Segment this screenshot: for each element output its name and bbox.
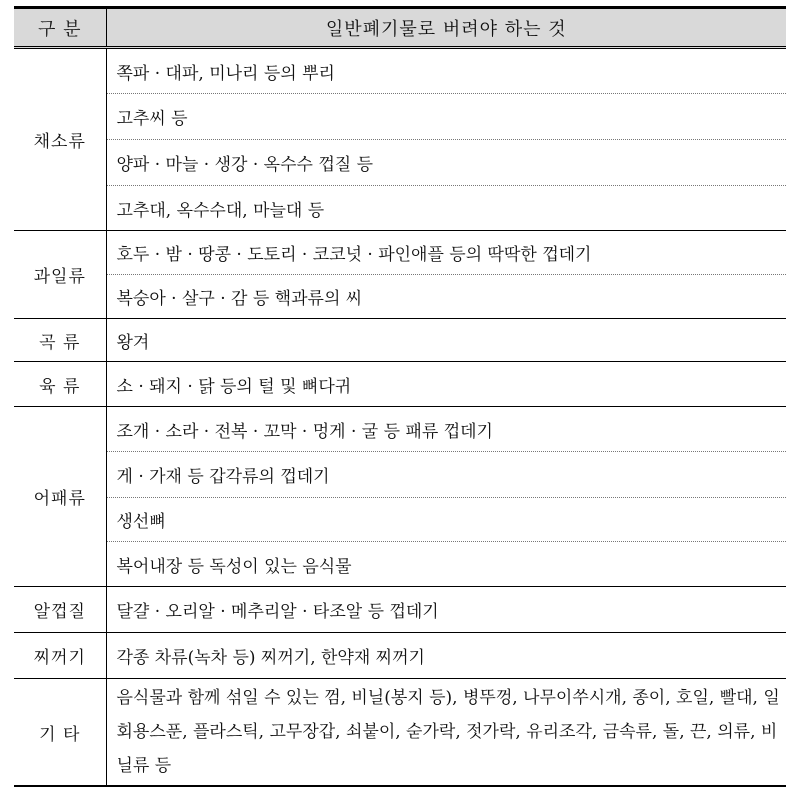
document bbox=[14, 6, 786, 787]
table-row bbox=[14, 452, 786, 498]
table-row bbox=[14, 542, 786, 587]
table-row bbox=[14, 94, 786, 140]
category-cell: 찌꺼기 bbox=[14, 633, 106, 679]
item-cell: 생선뼈 bbox=[106, 498, 786, 542]
category-cell: 과일류 bbox=[14, 231, 106, 319]
category-cell: 알껍질 bbox=[14, 587, 106, 633]
item-cell: 고추씨 등 bbox=[106, 94, 786, 140]
category-cell: 육 류 bbox=[14, 362, 106, 407]
header-items: 일반폐기물로 버려야 하는 것 bbox=[106, 8, 786, 48]
category-cell: 어패류 bbox=[14, 407, 106, 587]
table-row bbox=[14, 48, 786, 94]
item-cell: 달걀 · 오리알 · 메추리알 · 타조알 등 껍데기 bbox=[106, 587, 786, 633]
table-row bbox=[14, 633, 786, 679]
item-cell: 각종 차류(녹차 등) 찌꺼기, 한약재 찌꺼기 bbox=[106, 633, 786, 679]
header-row bbox=[14, 8, 786, 48]
table-row bbox=[14, 186, 786, 231]
item-cell: 쪽파 · 대파, 미나리 등의 뿌리 bbox=[106, 48, 786, 94]
table-row bbox=[14, 140, 786, 186]
item-cell: 게 · 가재 등 갑각류의 껍데기 bbox=[106, 452, 786, 498]
waste-classification-table bbox=[14, 6, 786, 787]
table-row bbox=[14, 679, 786, 787]
item-cell: 양파 · 마늘 · 생강 · 옥수수 껍질 등 bbox=[106, 140, 786, 186]
table-row bbox=[14, 319, 786, 362]
item-cell: 고추대, 옥수수대, 마늘대 등 bbox=[106, 186, 786, 231]
table-row bbox=[14, 362, 786, 407]
item-cell: 음식물과 함께 섞일 수 있는 껌, 비닐(봉지 등), 병뚜껑, 나무이쑤시개, 종이, 호일, 빨대, 일회용스푼, 플라스틱, 고무장갑, 쇠붙이, 숟가락, 젓가락, 유리조각, 금속류, 돌, 끈, 의류, 비닐류 등 bbox=[106, 679, 786, 787]
item-cell: 조개 · 소라 · 전복 · 꼬막 · 멍게 · 굴 등 패류 껍데기 bbox=[106, 407, 786, 452]
table-row bbox=[14, 231, 786, 275]
table-row bbox=[14, 275, 786, 319]
table-row bbox=[14, 587, 786, 633]
table-row bbox=[14, 407, 786, 452]
header-category: 구 분 bbox=[14, 8, 106, 48]
item-cell: 소 · 돼지 · 닭 등의 털 및 뼈다귀 bbox=[106, 362, 786, 407]
category-cell: 곡 류 bbox=[14, 319, 106, 362]
item-cell: 복어내장 등 독성이 있는 음식물 bbox=[106, 542, 786, 587]
item-cell: 왕겨 bbox=[106, 319, 786, 362]
table-row bbox=[14, 498, 786, 542]
item-cell: 복숭아 · 살구 · 감 등 핵과류의 씨 bbox=[106, 275, 786, 319]
category-cell: 채소류 bbox=[14, 48, 106, 231]
item-cell: 호두 · 밤 · 땅콩 · 도토리 · 코코넛 · 파인애플 등의 딱딱한 껍데기 bbox=[106, 231, 786, 275]
category-cell: 기 타 bbox=[14, 679, 106, 787]
